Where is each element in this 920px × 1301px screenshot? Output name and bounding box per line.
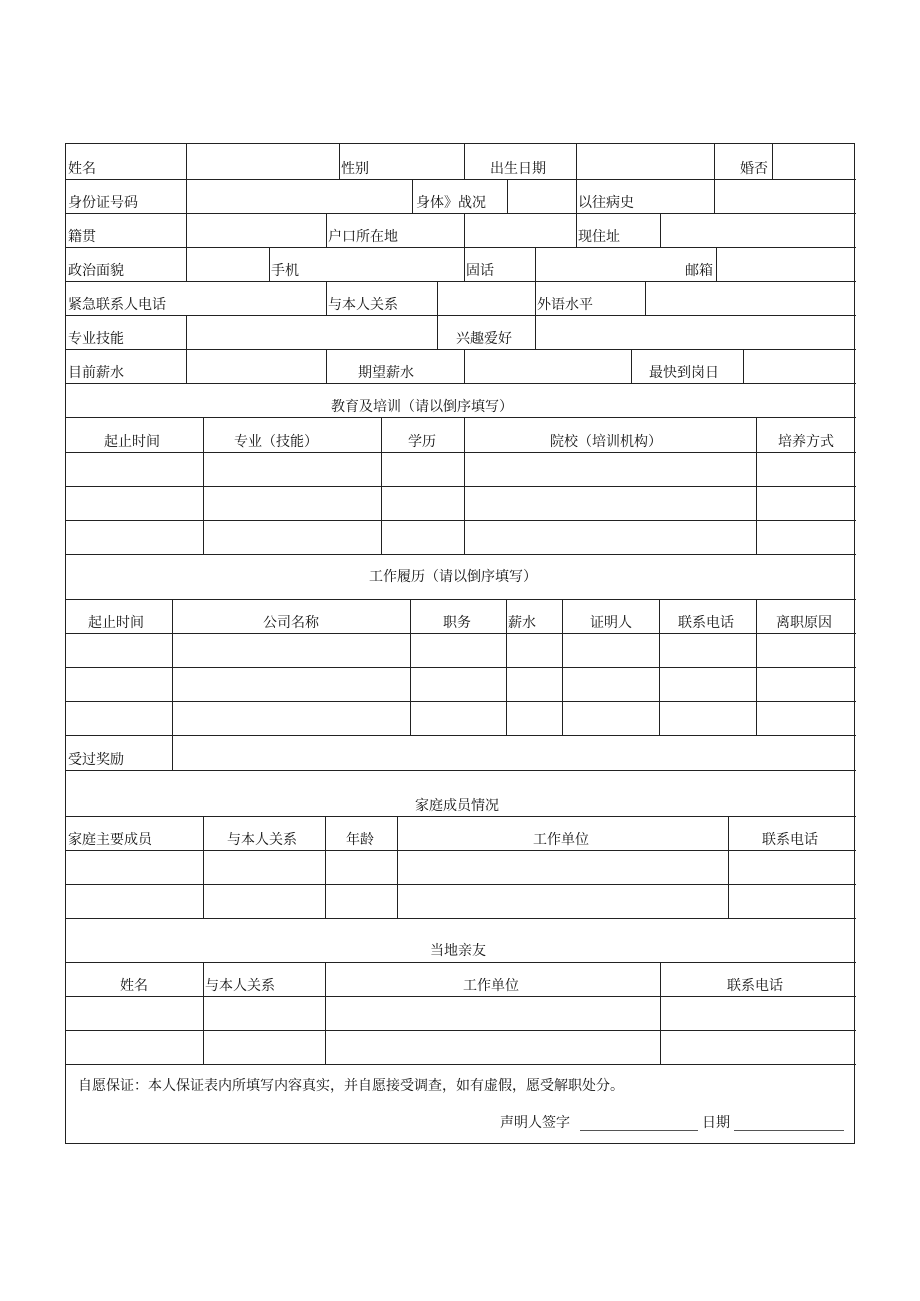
row-divider (66, 599, 856, 600)
col-divider (437, 281, 438, 315)
label-political-status: 政治面貌 (68, 263, 124, 279)
col-divider (203, 962, 204, 1064)
family-header-member: 家庭主要成员 (68, 832, 152, 848)
work-header-phone: 联系电话 (678, 615, 734, 631)
col-divider (562, 599, 563, 735)
col-divider (203, 816, 204, 918)
row-divider (66, 850, 856, 851)
signature-line[interactable] (580, 1130, 698, 1131)
row-divider (66, 1064, 856, 1065)
label-hukou: 户口所在地 (328, 229, 398, 245)
col-divider (326, 281, 327, 315)
row-divider (66, 520, 856, 521)
col-divider (464, 349, 465, 383)
row-divider (66, 383, 856, 384)
col-divider (464, 144, 465, 179)
row-divider (66, 633, 856, 634)
col-divider (756, 599, 757, 735)
work-header-period: 起止时间 (88, 615, 144, 631)
work-header-salary: 薪水 (508, 615, 536, 631)
row-divider (66, 667, 856, 668)
row-divider (66, 179, 856, 180)
col-divider (412, 179, 413, 213)
col-divider (728, 816, 729, 918)
row-divider (66, 996, 856, 997)
row-divider (66, 884, 856, 885)
label-health: 身体》战况 (416, 195, 486, 211)
row-divider (66, 247, 856, 248)
education-header-major: 专业（技能） (234, 434, 318, 450)
row-divider (66, 701, 856, 702)
work-header-company: 公司名称 (263, 615, 319, 631)
col-divider (410, 599, 411, 735)
col-divider (269, 247, 270, 281)
col-divider (325, 816, 326, 918)
col-divider (326, 213, 327, 247)
col-divider (576, 179, 577, 213)
application-form (65, 143, 855, 1144)
row-divider (66, 554, 856, 555)
row-divider (66, 281, 856, 282)
date-line[interactable] (734, 1130, 844, 1131)
col-divider (506, 599, 507, 735)
relatives-header-phone: 联系电话 (727, 978, 783, 994)
work-header-position: 职务 (443, 615, 471, 631)
col-divider (437, 315, 438, 349)
label-landline: 固话 (466, 263, 494, 279)
education-header-degree: 学历 (408, 434, 436, 450)
col-divider (186, 315, 187, 349)
education-header-period: 起止时间 (104, 434, 160, 450)
col-divider (339, 144, 340, 179)
family-header-phone: 联系电话 (762, 832, 818, 848)
declaration-text: 自愿保证：本人保证表内所填写内容真实，并自愿接受调查，如有虚假，愿受解职处分。 (78, 1078, 624, 1094)
label-current-address: 现住址 (578, 229, 620, 245)
row-divider (66, 1030, 856, 1031)
label-awards: 受过奖励 (68, 752, 124, 768)
label-expected-salary: 期望薪水 (358, 365, 414, 381)
col-divider (186, 179, 187, 213)
label-birth-date: 出生日期 (490, 161, 546, 177)
col-divider (576, 213, 577, 247)
relatives-title: 当地亲友 (430, 943, 486, 959)
relatives-header-name: 姓名 (120, 978, 148, 994)
col-divider (507, 179, 508, 213)
family-title: 家庭成员情况 (415, 798, 499, 814)
col-divider (172, 735, 173, 770)
col-divider (172, 599, 173, 735)
row-divider (66, 452, 856, 453)
col-divider (631, 349, 632, 383)
education-header-mode: 培养方式 (778, 434, 834, 450)
label-emergency-contact: 紧急联系人电话 (68, 297, 166, 313)
label-mobile: 手机 (271, 263, 299, 279)
row-divider (66, 315, 856, 316)
col-divider (660, 213, 661, 247)
label-medical-history: 以往病史 (578, 195, 634, 211)
label-skills: 专业技能 (68, 331, 124, 347)
col-divider (186, 349, 187, 383)
row-divider (66, 735, 856, 736)
label-name: 姓名 (68, 161, 96, 177)
row-divider (66, 918, 856, 919)
col-divider (203, 417, 204, 554)
label-start-date: 最快到岗日 (649, 365, 719, 381)
family-header-employer: 工作单位 (533, 832, 589, 848)
education-title: 教育及培训（请以倒序填写） (331, 399, 513, 415)
label-native-place: 籍贯 (68, 229, 96, 245)
col-divider (743, 349, 744, 383)
col-divider (325, 962, 326, 1064)
relatives-header-employer: 工作单位 (463, 978, 519, 994)
col-divider (397, 816, 398, 918)
signer-label: 声明人签字 (500, 1115, 570, 1131)
col-divider (535, 281, 536, 315)
family-header-relation: 与本人关系 (227, 832, 297, 848)
label-email: 邮箱 (685, 263, 713, 279)
label-hobbies: 兴趣爱好 (456, 331, 512, 347)
education-header-school: 院校（培训机构） (550, 434, 662, 450)
col-divider (535, 247, 536, 281)
col-divider (659, 599, 660, 735)
col-divider (464, 417, 465, 554)
col-divider (535, 315, 536, 349)
row-divider (66, 816, 856, 817)
relatives-header-relation: 与本人关系 (205, 978, 275, 994)
row-divider (66, 349, 856, 350)
col-divider (186, 144, 187, 179)
col-divider (381, 417, 382, 554)
label-current-salary: 目前薪水 (68, 365, 124, 381)
work-title: 工作履历（请以倒序填写） (369, 569, 537, 585)
col-divider (464, 247, 465, 281)
col-divider (772, 144, 773, 179)
col-divider (186, 247, 187, 281)
work-header-reference: 证明人 (590, 615, 632, 631)
label-language-level: 外语水平 (537, 297, 593, 313)
label-marital: 婚否 (740, 161, 768, 177)
col-divider (756, 417, 757, 554)
family-header-age: 年龄 (346, 832, 374, 848)
row-divider (66, 962, 856, 963)
label-relation: 与本人关系 (328, 297, 398, 313)
row-divider (66, 486, 856, 487)
label-id-number: 身份证号码 (68, 195, 138, 211)
row-divider (66, 213, 856, 214)
col-divider (326, 349, 327, 383)
row-divider (66, 417, 856, 418)
work-header-leave-reason: 离职原因 (776, 615, 832, 631)
col-divider (576, 144, 577, 179)
col-divider (660, 962, 661, 1064)
col-divider (716, 247, 717, 281)
col-divider (714, 144, 715, 179)
row-divider (66, 770, 856, 771)
label-gender: 性别 (341, 161, 369, 177)
col-divider (714, 179, 715, 213)
col-divider (464, 213, 465, 247)
col-divider (186, 213, 187, 247)
col-divider (645, 281, 646, 315)
date-label: 日期 (702, 1115, 730, 1131)
